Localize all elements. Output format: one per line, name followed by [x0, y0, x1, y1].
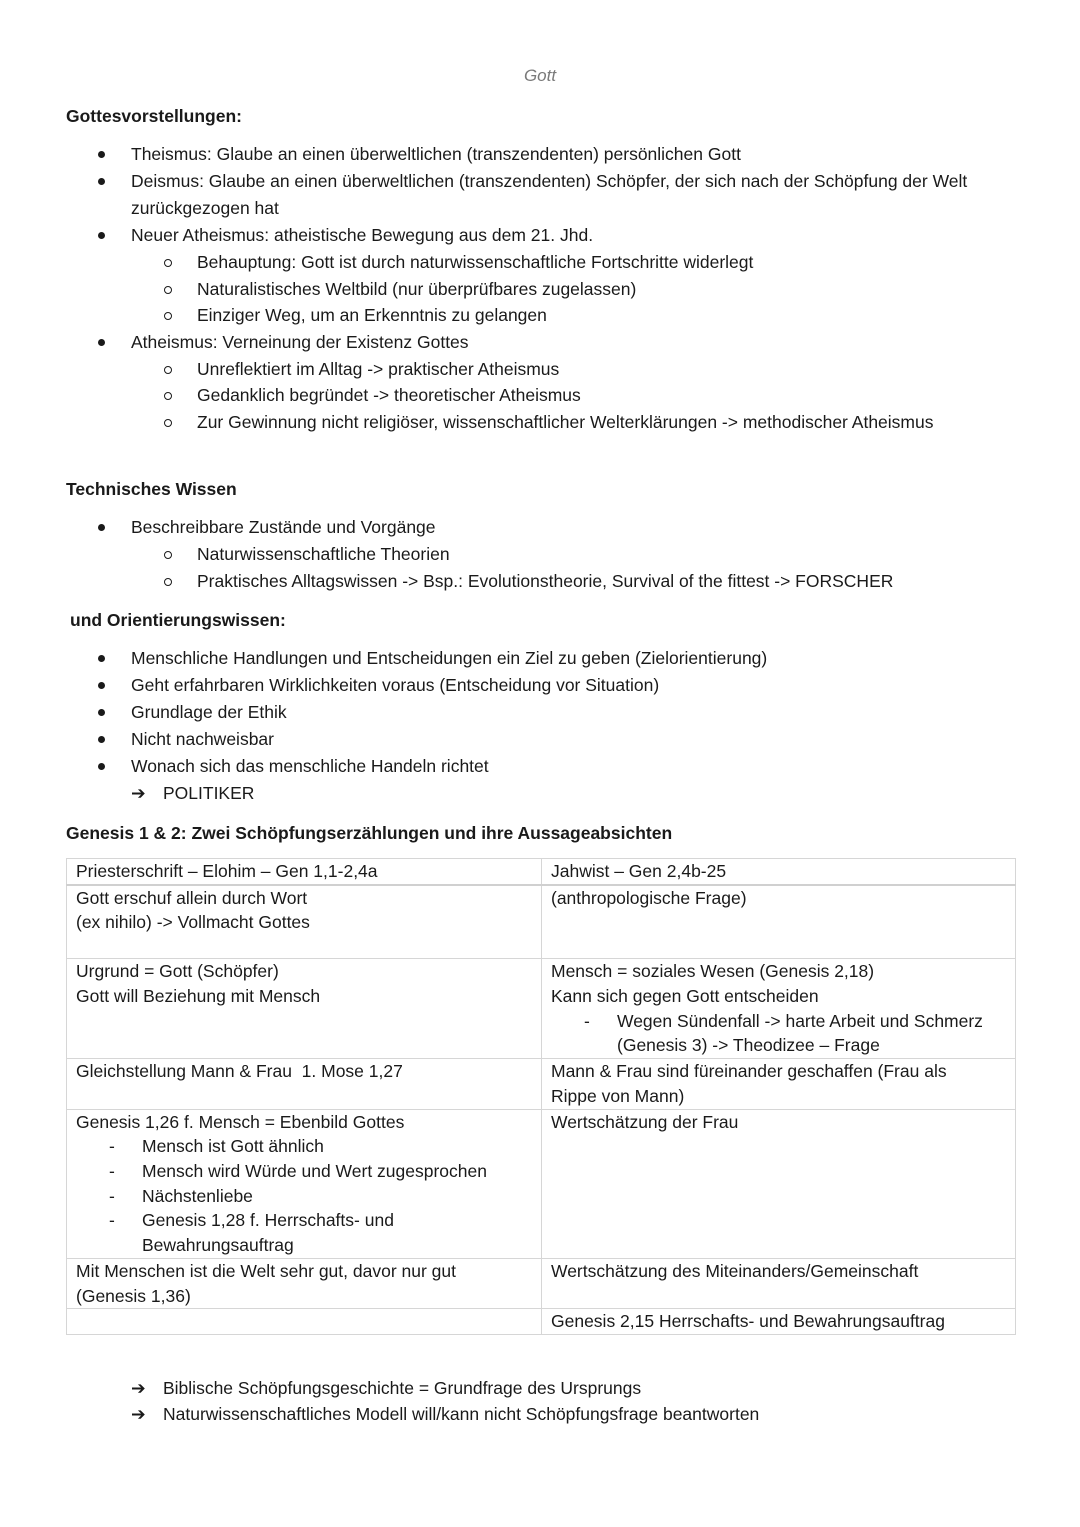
bullet-icon	[98, 682, 105, 689]
table-cell	[67, 1309, 542, 1335]
heading-gottesvorstellungen: Gottesvorstellungen:	[66, 106, 242, 126]
sub-list-item: Einziger Weg, um an Erkenntnis zu gelangen	[66, 302, 1016, 329]
table-cell: Genesis 2,15 Herrschafts- und Bewahrungsauftrag	[542, 1309, 1016, 1335]
list-item: Neuer Atheismus: atheistische Bewegung aus dem 21. Jhd.	[66, 222, 1016, 249]
dash-item: - Genesis 1,28 f. Herrschafts- und	[109, 1210, 394, 1231]
table-cell: Gott erschuf allein durch Wort (ex nihilo) -> Vollmacht Gottes	[67, 885, 542, 959]
dash-item-continuation: Bewahrungsauftrag	[142, 1235, 294, 1256]
gottesvorstellungen-list	[66, 141, 1016, 435]
circle-bullet-icon	[164, 419, 172, 427]
heading-orientierungswissen: und Orientierungswissen:	[70, 610, 286, 630]
arrow-right-icon: ➔	[131, 1403, 146, 1424]
sub-list-item: Behauptung: Gott ist durch naturwissenschaftliche Fortschritte widerlegt	[66, 249, 1016, 276]
circle-bullet-icon	[164, 392, 172, 400]
table-header-cell: Jahwist – Gen 2,4b-25	[542, 859, 1016, 885]
list-item: Geht erfahrbaren Wirklichkeiten voraus (Entscheidung vor Situation)	[66, 672, 1016, 699]
list-item: Deismus: Glaube an einen überweltlichen (transzendenten) Schöpfer, der sich nach der Schöpfung der Welt zurückgezogen hat	[66, 168, 1016, 222]
page-header: Gott	[523, 66, 557, 85]
table-header-cell: Priesterschrift – Elohim – Gen 1,1-2,4a	[67, 859, 542, 885]
list-item: Menschliche Handlungen und Entscheidungen ein Ziel zu geben (Zielorientierung)	[66, 645, 1016, 672]
table-cell: Mann & Frau sind füreinander geschaffen (Frau als Rippe von Mann)	[542, 1059, 1016, 1109]
list-item: Nicht nachweisbar	[66, 726, 1016, 753]
table-row	[67, 885, 1016, 959]
sub-list-item: Gedanklich begründet -> theoretischer Atheismus	[66, 382, 1016, 409]
circle-bullet-icon	[164, 259, 172, 267]
dash-item: - Wegen Sündenfall -> harte Arbeit und Schmerz	[584, 1010, 983, 1031]
dash-item: - Nächstenliebe	[109, 1185, 253, 1206]
table-row	[67, 1059, 1016, 1109]
table-row	[67, 1258, 1016, 1308]
genesis-comparison-table	[66, 858, 1016, 1335]
bullet-icon	[98, 232, 105, 239]
table-header-row	[67, 859, 1016, 885]
sub-list-item: Naturwissenschaftliche Theorien	[66, 541, 1016, 568]
sub-list-item: Unreflektiert im Alltag -> praktischer Atheismus	[66, 356, 1016, 383]
genesis-conclusions	[66, 1375, 1016, 1427]
circle-bullet-icon	[164, 578, 172, 586]
sub-list-item: Praktisches Alltagswissen -> Bsp.: Evolutionstheorie, Survival of the fittest -> FORSCHER	[66, 568, 1016, 595]
table-cell: Wertschätzung des Miteinanders/Gemeinschaft	[542, 1258, 1016, 1308]
table-cell: Wertschätzung der Frau	[542, 1109, 1016, 1258]
bullet-icon	[98, 339, 105, 346]
bullet-icon	[98, 709, 105, 716]
table-cell: Mensch = soziales Wesen (Genesis 2,18) Kann sich gegen Gott entscheiden - Wegen Sündenfall -> harte Arbeit und Schmerz (Genesis 3) -> Theodizee – Frage	[542, 959, 1016, 1059]
technisches-wissen-list	[66, 514, 1016, 594]
table-cell: (anthropologische Frage)	[542, 885, 1016, 959]
arrow-right-icon: ➔	[131, 783, 146, 803]
table-row	[67, 1109, 1016, 1258]
arrow-conclusion: ➔ Biblische Schöpfungsgeschichte = Grundfrage des Ursprungs	[66, 1375, 1016, 1401]
heading-genesis: Genesis 1 & 2: Zwei Schöpfungserzählungen und ihre Aussageabsichten	[66, 823, 673, 843]
bullet-icon	[98, 524, 105, 531]
circle-bullet-icon	[164, 366, 172, 374]
table-cell: Mit Menschen ist die Welt sehr gut, davor nur gut (Genesis 1,36)	[67, 1258, 542, 1308]
bullet-icon	[98, 655, 105, 662]
sub-list-item: Zur Gewinnung nicht religiöser, wissenschaftlicher Welterklärungen -> methodischer Atheismus	[66, 409, 1016, 436]
circle-bullet-icon	[164, 312, 172, 320]
bullet-icon	[98, 178, 105, 185]
dash-item-continuation: (Genesis 3) -> Theodizee – Frage	[617, 1035, 880, 1056]
arrow-conclusion: ➔ Naturwissenschaftliches Modell will/kann nicht Schöpfungsfrage beantworten	[66, 1401, 1016, 1427]
list-item: Theismus: Glaube an einen überweltlichen (transzendenten) persönlichen Gott	[66, 141, 1016, 168]
list-item: Grundlage der Ethik	[66, 699, 1016, 726]
bullet-icon	[98, 763, 105, 770]
heading-technisches-wissen: Technisches Wissen	[66, 479, 237, 499]
orientierungswissen-list	[66, 645, 1016, 780]
list-item: Beschreibbare Zustände und Vorgänge	[66, 514, 1016, 541]
dash-item: - Mensch ist Gott ähnlich	[109, 1136, 324, 1157]
dash-item: - Mensch wird Würde und Wert zugesprochen	[109, 1161, 487, 1182]
sub-list-item: Naturalistisches Weltbild (nur überprüfbares zugelassen)	[66, 276, 1016, 303]
bullet-icon	[98, 151, 105, 158]
circle-bullet-icon	[164, 286, 172, 294]
table-cell: Genesis 1,26 f. Mensch = Ebenbild Gottes - Mensch ist Gott ähnlich - Mensch wird Würde und Wert zugesprochen - Nächstenliebe - Genesis 1,28 f. Herrschafts- und Bewahrungsauftrag	[67, 1109, 542, 1258]
arrow-right-icon: ➔	[131, 1377, 146, 1398]
table-row	[67, 959, 1016, 1059]
bullet-icon	[98, 736, 105, 743]
document-body	[66, 106, 1016, 1427]
table-cell: Urgrund = Gott (Schöpfer) Gott will Beziehung mit Mensch	[67, 959, 542, 1059]
list-item: Wonach sich das menschliche Handeln richtet	[66, 753, 1016, 780]
table-cell: Gleichstellung Mann & Frau 1. Mose 1,27	[67, 1059, 542, 1109]
list-item: Atheismus: Verneinung der Existenz Gottes	[66, 329, 1016, 356]
circle-bullet-icon	[164, 551, 172, 559]
table-row	[67, 1309, 1016, 1335]
arrow-conclusion: ➔ POLITIKER	[66, 780, 1016, 807]
